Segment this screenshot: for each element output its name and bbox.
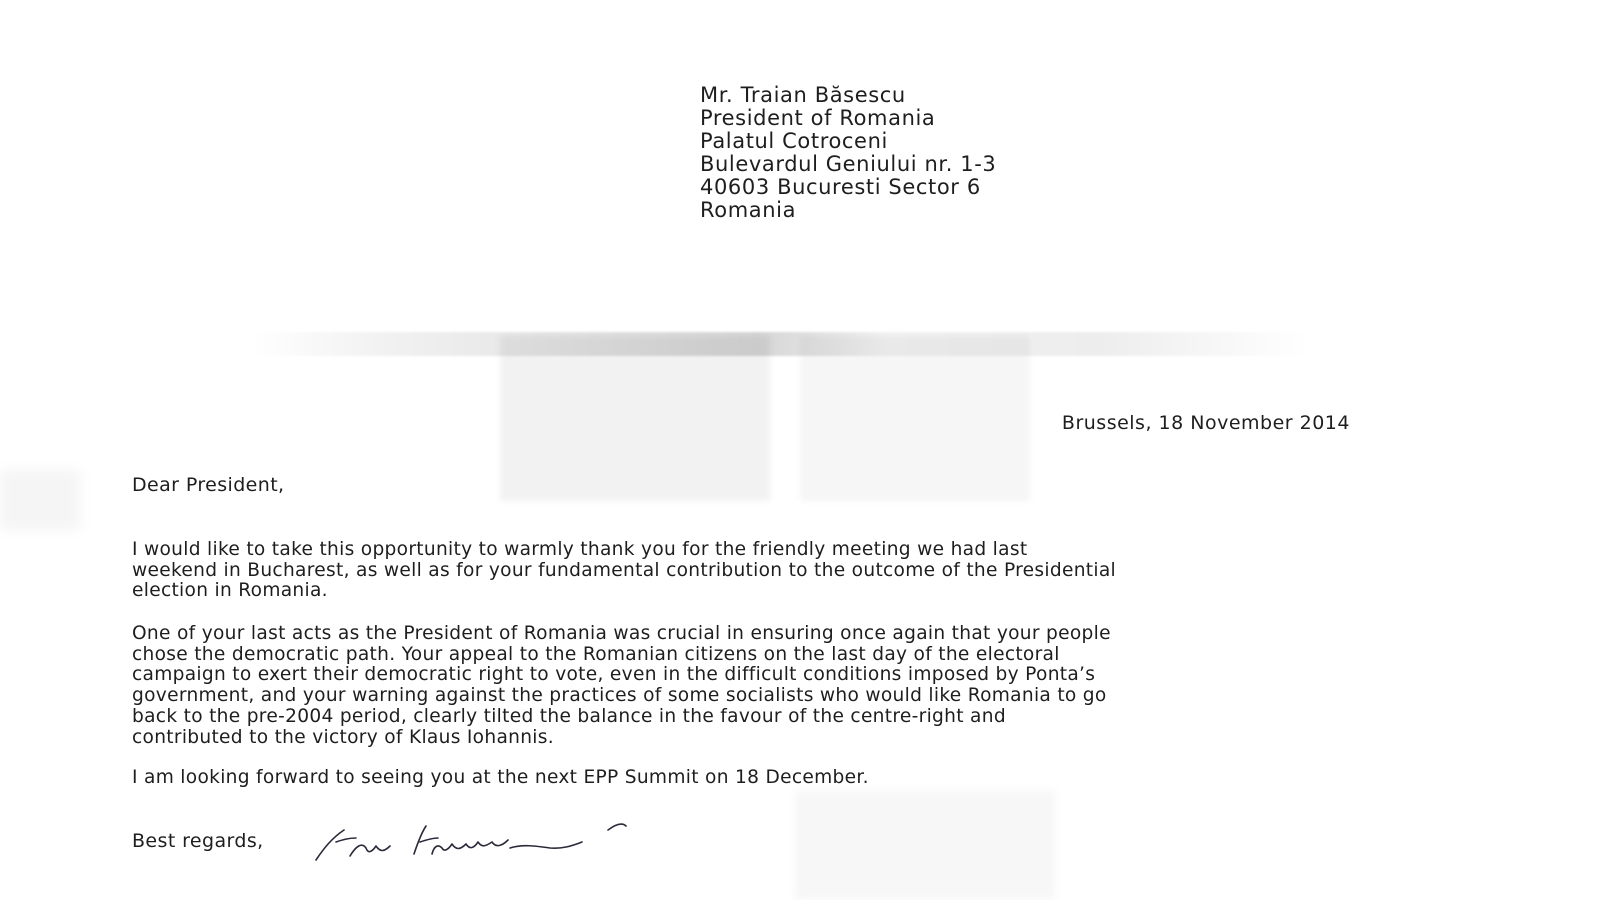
paragraph-line: election in Romania. (132, 580, 328, 602)
recipient-country: Romania (700, 198, 797, 222)
scan-artifact-smudge (800, 336, 1030, 501)
recipient-address (700, 84, 996, 222)
paragraph-line: chose the democratic path. Your appeal to the Romanian citizens on the last day of the electoral (132, 643, 1060, 665)
body-paragraph (132, 540, 1372, 602)
scan-artifact-smudge (500, 336, 770, 501)
date-line: Brussels, 18 November 2014 (1061, 412, 1350, 434)
handwritten-signature (310, 808, 670, 878)
paragraph-line: One of your last acts as the President of Romania was crucial in ensuring once again that your people (132, 623, 1111, 644)
salutation: Dear President, (132, 474, 285, 496)
paragraph-line: government, and your warning against the practices of some socialists who would like Romania to go (132, 685, 1107, 707)
paragraph-line: campaign to exert their democratic right to vote, even in the difficult conditions imposed by Ponta’s (132, 664, 1096, 686)
recipient-building: Palatul Cotroceni (700, 129, 888, 153)
scan-artifact-smudge (795, 790, 1055, 900)
body-paragraph (132, 624, 1372, 748)
recipient-title: President of Romania (700, 106, 936, 130)
closing: Best regards, (132, 830, 264, 852)
paragraph-line: contributed to the victory of Klaus Iohannis. (132, 726, 554, 748)
recipient-city: 40603 Bucuresti Sector 6 (700, 175, 981, 199)
paragraph-line: I am looking forward to seeing you at the next EPP Summit on 18 December. (132, 767, 869, 788)
scan-artifact-smudge (0, 470, 80, 530)
paragraph-line: back to the pre-2004 period, clearly tilted the balance in the favour of the centre-right and (132, 705, 1006, 727)
body-paragraph (132, 768, 1372, 789)
recipient-name: Mr. Traian Băsescu (700, 83, 906, 107)
paragraph-line: I would like to take this opportunity to warmly thank you for the friendly meeting we had last (132, 539, 1028, 560)
recipient-street: Bulevardul Geniului nr. 1-3 (700, 152, 997, 176)
paragraph-line: weekend in Bucharest, as well as for your fundamental contribution to the outcome of the Presidential (132, 559, 1117, 581)
scan-artifact-band (250, 332, 1310, 356)
